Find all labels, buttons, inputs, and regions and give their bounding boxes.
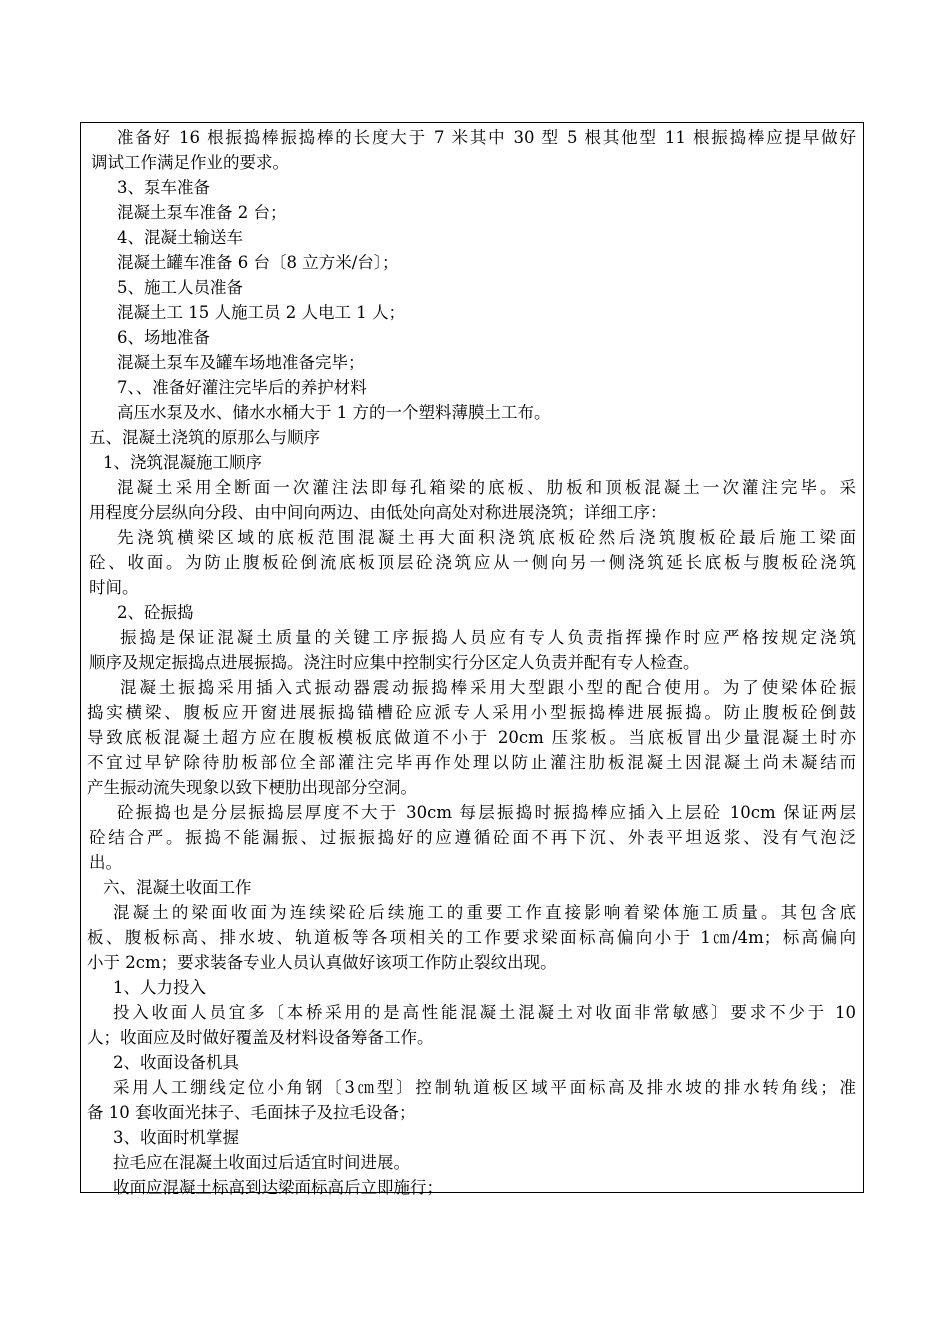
text-line: 出。 xyxy=(89,853,122,872)
text-line: 6、场地准备 xyxy=(117,328,210,347)
text-line: 混凝土罐车准备 6 台〔8 立方米/台〕； xyxy=(117,253,399,272)
subsection-heading: 1、人力投入 xyxy=(113,978,206,997)
text-line: 混凝土振捣采用插入式振动器震动振捣棒采用大型跟小型的配合使用。为了使梁体砼振 xyxy=(120,678,856,697)
text-line: 导致底板混凝土超方应在腹板模板底做道不小于 20cm 压浆板。当底板冒出少量混凝土时亦 xyxy=(87,728,856,747)
text-line: 混凝土采用全断面一次灌注法即每孔箱梁的底板、肋板和顶板混凝土一次灌注完毕。采 xyxy=(117,478,856,497)
text-line: 人；收面应及时做好覆盖及材料设备筹备工作。 xyxy=(87,1028,434,1047)
text-line: 混凝土泵车及罐车场地准备完毕； xyxy=(117,353,365,372)
text-line: 高压水泵及水、储水水桶大于 1 方的一个塑料薄膜土工布。 xyxy=(117,403,551,422)
text-line: 砼结合严。振捣不能漏振、过振振捣好的应遵循砼面不再下沉、外表平坦返浆、没有气泡泛 xyxy=(89,828,856,847)
text-line: 产生振动流失现象以致下梗肋出现部分空洞。 xyxy=(87,778,417,797)
text-line: 备 10 套收面光抹子、毛面抹子及拉毛设备； xyxy=(87,1103,416,1122)
text-line: 小于 2cm；要求装备专业人员认真做好该项工作防止裂纹出现。 xyxy=(87,953,557,972)
text-line: 3、泵车准备 xyxy=(117,178,210,197)
text-line: 收面应混凝土标高到达梁面标高后立即施行； xyxy=(113,1178,443,1197)
text-line: 准备好 16 根振捣棒振捣棒的长度大于 7 米其中 30 型 5 根其他型 11 根振捣棒应提早做好 xyxy=(117,128,856,147)
text-line: 混凝土泵车准备 2 台； xyxy=(117,203,287,222)
text-line: 砼、收面。为防止腹板砼倒流底板顶层砼浇筑应从一侧向另一侧浇筑延长底板与腹板砼浇筑 xyxy=(89,553,856,572)
text-line: 7、、准备好灌注完毕后的养护材料 xyxy=(117,378,367,397)
text-line: 板、腹板标高、排水坡、轨道板等各项相关的工作要求梁面标高偏向小于 1㎝/4m；标高偏向 xyxy=(87,928,856,947)
text-line: 振捣是保证混凝土质量的关键工序振捣人员应有专人负责指挥操作时应严格按规定浇筑 xyxy=(120,628,856,647)
text-line: 拉毛应在混凝土收面过后适宜时间进展。 xyxy=(113,1153,410,1172)
text-line: 混凝土的梁面收面为连续梁砼后续施工的重要工作直接影响着梁体施工质量。其包含底 xyxy=(113,903,856,922)
text-line: 先浇筑横梁区域的底板范围混凝土再大面积浇筑底板砼然后浇筑腹板砼最后施工梁面 xyxy=(117,528,856,547)
text-line: 捣实横梁、腹板应开窗进展振捣锚槽砼应派专人采用小型振捣棒进展振捣。防止腹板砼倒鼓 xyxy=(87,703,856,722)
text-line: 5、施工人员准备 xyxy=(117,278,243,297)
text-line: 投入收面人员宜多〔本桥采用的是高性能混凝土混凝土对收面非常敏感〕要求不少于 10 xyxy=(113,1003,856,1022)
text-line: 采用人工绷线定位小角钢〔3㎝型〕控制轨道板区域平面标高及排水坡的排水转角线；准 xyxy=(113,1078,856,1097)
subsection-heading: 2、砼振捣 xyxy=(117,603,194,622)
text-line: 顺序及规定振捣点进展振捣。浇注时应集中控制实行分区定人负责并配有专人检查。 xyxy=(89,653,700,672)
subsection-heading: 2、收面设备机具 xyxy=(113,1053,239,1072)
text-line: 砼振捣也是分层振捣层厚度不大于 30cm 每层振捣时振捣棒应插入上层砼 10cm 保证两层 xyxy=(117,803,856,822)
text-line: 不宜过早铲除待肋板部位全部灌注完毕再作处理以防止灌注肋板混凝土因混凝土尚未凝结而 xyxy=(87,753,856,772)
text-line: 调试工作满足作业的要求。 xyxy=(91,153,289,172)
text-line: 时间。 xyxy=(89,578,139,597)
section-heading: 五、混凝土浇筑的原那么与顺序 xyxy=(89,428,320,447)
text-line: 4、混凝土输送车 xyxy=(117,228,243,247)
section-heading: 六、混凝土收面工作 xyxy=(103,878,252,897)
subsection-heading: 3、收面时机掌握 xyxy=(113,1128,239,1147)
subsection-heading: 1、浇筑混凝施工顺序 xyxy=(103,453,262,472)
text-line: 用程度分层纵向分段、由中间向两边、由低处向高处对称进展浇筑；详细工序： xyxy=(89,503,667,522)
text-line: 混凝土工 15 人施工员 2 人电工 1 人； xyxy=(117,303,405,322)
